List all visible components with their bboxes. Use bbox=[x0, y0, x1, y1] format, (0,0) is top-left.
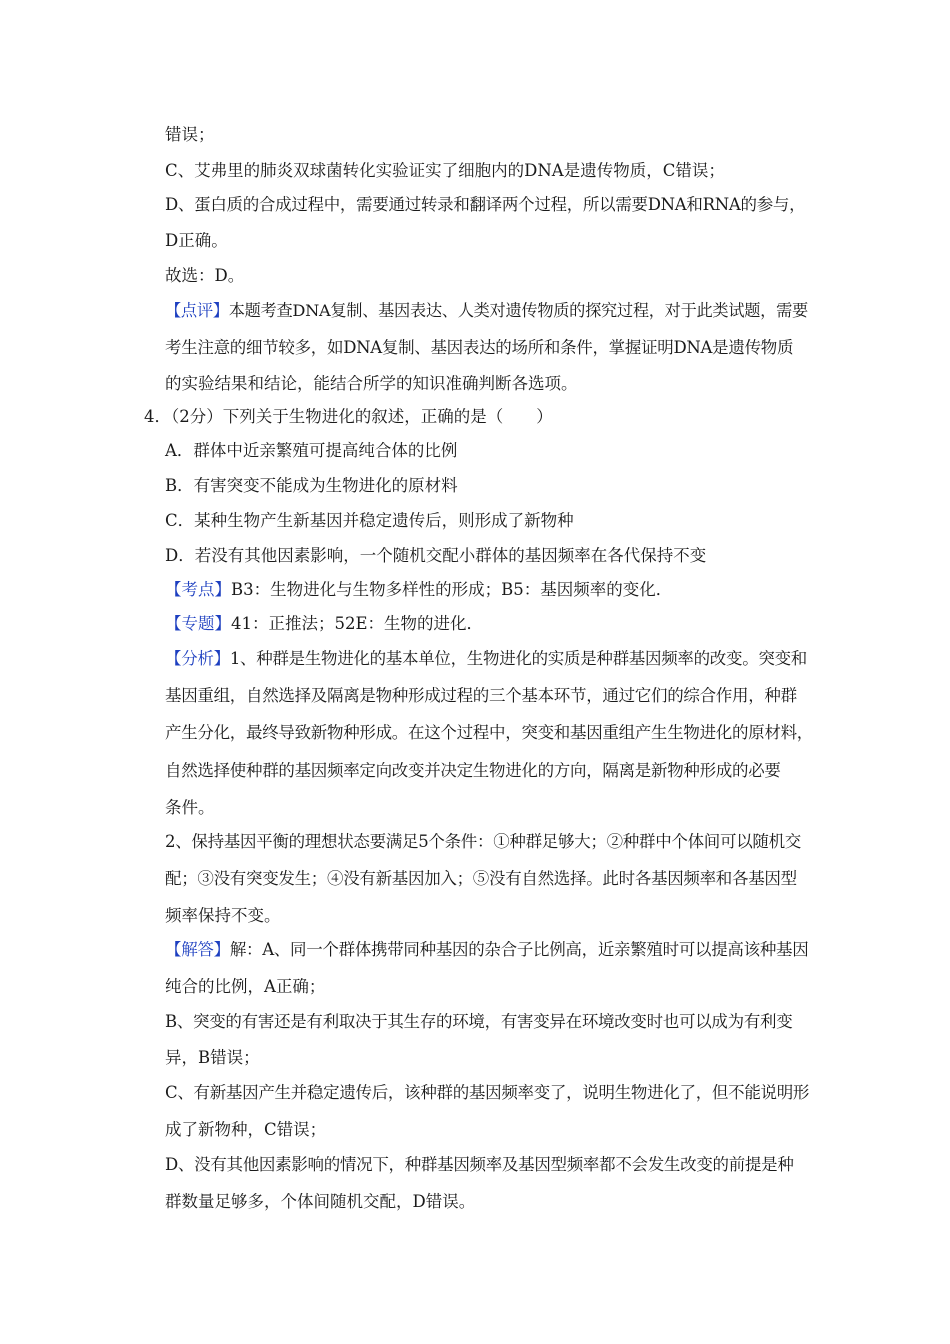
answer-line: C、艾弗里的肺炎双球菌转化实验证实了细胞内的DNA是遗传物质，C错误； bbox=[165, 161, 725, 180]
zhuanti-text: 41：正推法；52E：生物的进化． bbox=[231, 614, 484, 633]
solution-text: 解：A、同一个群体携带同种基因的杂合子比例高，近亲繁殖时可以提高该种基因 bbox=[229, 940, 809, 959]
comment-line: 考生注意的细节较多，如DNA复制、基因表达的场所和条件，掌握证明DNA是遗传物质 bbox=[165, 338, 794, 357]
answer-line: 错误； bbox=[165, 125, 215, 144]
answer-line: D正确。 bbox=[165, 231, 228, 250]
option-a: A．群体中近亲繁殖可提高纯合体的比例 bbox=[165, 441, 458, 460]
zhuanti-line bbox=[165, 613, 815, 635]
solution-tag: 【解答】 bbox=[165, 940, 230, 959]
analysis-line: 产生分化，最终导致新物种形成。在这个过程中，突变和基因重组产生生物进化的原材料， bbox=[165, 723, 814, 742]
solution-line bbox=[165, 939, 815, 961]
question-stem bbox=[144, 406, 794, 428]
answer-line: D、蛋白质的合成过程中，需要通过转录和翻译两个过程，所以需要DNA和RNA的参与， bbox=[165, 195, 806, 214]
zhuanti-tag: 【专题】 bbox=[165, 614, 231, 633]
analysis-tag: 【分析】 bbox=[165, 649, 230, 668]
comment-tag: 【点评】 bbox=[165, 301, 229, 320]
analysis-line: 配；③没有突变发生；④没有新基因加入；⑤没有自然选择。此时各基因频率和各基因型 bbox=[165, 869, 797, 888]
question-text: （2分）下列关于生物进化的叙述，正确的是（ ） bbox=[171, 407, 553, 426]
analysis-line: 基因重组，自然选择及隔离是物种形成过程的三个基本环节，通过它们的综合作用，种群 bbox=[165, 686, 797, 705]
solution-line: 异，B错误； bbox=[165, 1048, 260, 1067]
option-d: D．若没有其他因素影响，一个随机交配小群体的基因频率在各代保持不变 bbox=[165, 546, 707, 565]
analysis-line: 自然选择使种群的基因频率定向改变并决定生物进化的方向，隔离是新物种形成的必要 bbox=[165, 761, 781, 780]
analysis-line: 2、保持基因平衡的理想状态要满足5个条件：①种群足够大；②种群中个体间可以随机交 bbox=[165, 832, 801, 851]
solution-line: 群数量足够多，个体间随机交配，D错误。 bbox=[165, 1192, 476, 1211]
question-number: 4． bbox=[144, 407, 171, 426]
comment-line bbox=[165, 300, 815, 322]
solution-line: B、突变的有害还是有利取决于其生存的环境，有害变异在环境改变时也可以成为有利变 bbox=[165, 1012, 793, 1031]
solution-line: C、有新基因产生并稳定遗传后，该种群的基因频率变了，说明生物进化了，但不能说明形 bbox=[165, 1083, 810, 1102]
option-b: B．有害突变不能成为生物进化的原材料 bbox=[165, 476, 458, 495]
kaodian-line bbox=[165, 579, 815, 601]
comment-line: 的实验结果和结论，能结合所学的知识准确判断各选项。 bbox=[165, 374, 578, 393]
option-c: C．某种生物产生新基因并稳定遗传后，则形成了新物种 bbox=[165, 511, 574, 530]
analysis-line: 频率保持不变。 bbox=[165, 906, 281, 925]
analysis-text: 1、种群是生物进化的基本单位，生物进化的实质是种群基因频率的改变。突变和 bbox=[229, 649, 808, 668]
solution-line: D、没有其他因素影响的情况下，种群基因频率及基因型频率都不会发生改变的前提是种 bbox=[165, 1155, 794, 1174]
solution-line: 纯合的比例，A正确； bbox=[165, 977, 326, 996]
analysis-line: 条件。 bbox=[165, 798, 215, 817]
comment-text: 本题考查DNA复制、基因表达、人类对遗传物质的探究过程，对于此类试题，需要 bbox=[228, 301, 808, 320]
analysis-line bbox=[165, 648, 815, 670]
kaodian-tag: 【考点】 bbox=[165, 580, 231, 599]
solution-line: 成了新物种，C错误； bbox=[165, 1120, 327, 1139]
kaodian-text: B3：生物进化与生物多样性的形成；B5：基因频率的变化． bbox=[231, 580, 673, 599]
answer-line: 故选：D。 bbox=[165, 266, 245, 285]
